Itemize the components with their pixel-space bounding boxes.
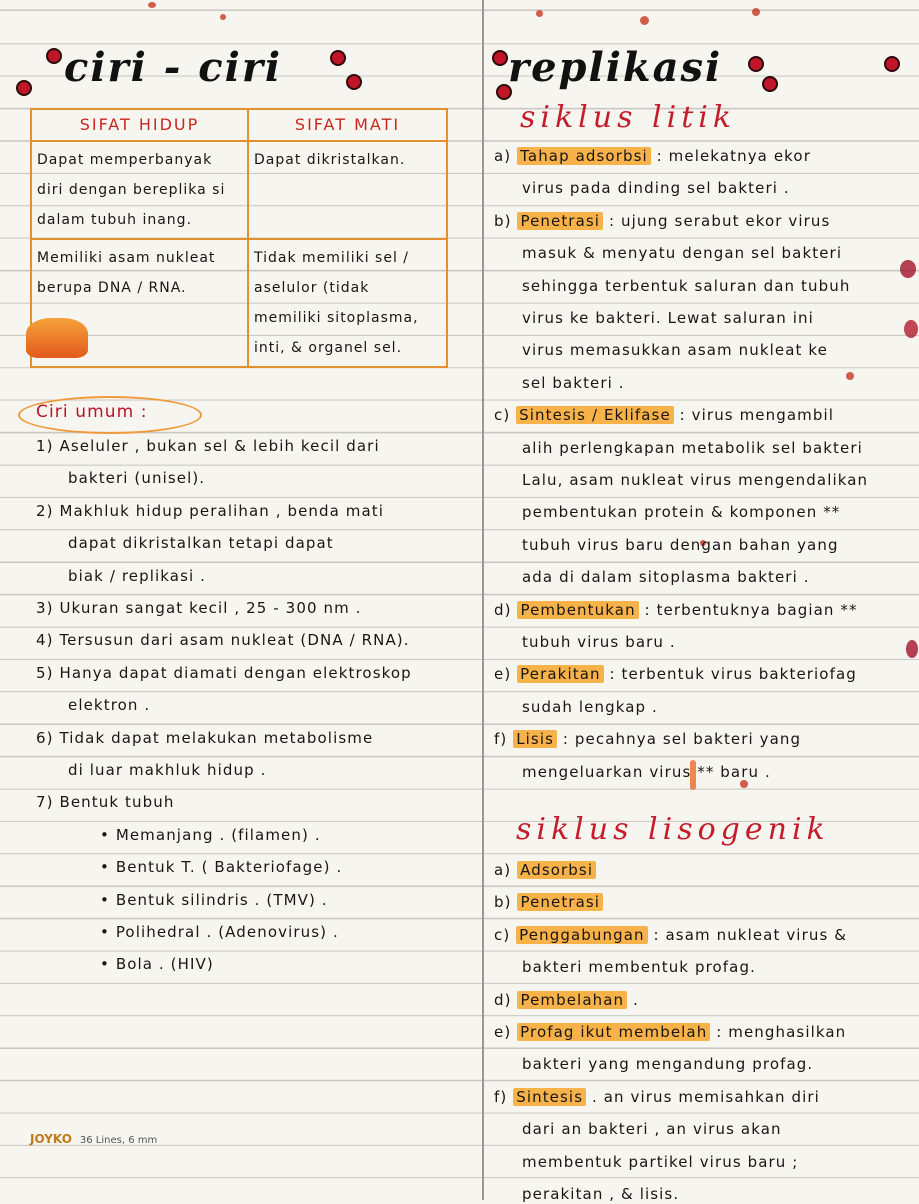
- item-marker: d): [494, 990, 518, 1009]
- highlighted-term: Lisis: [513, 730, 557, 748]
- list-line: • Bentuk silindris . (TMV) .: [100, 890, 328, 909]
- item-marker: b): [494, 211, 518, 230]
- decorative-dot: [762, 76, 778, 92]
- list-line: dapat dikristalkan tetapi dapat: [68, 534, 334, 553]
- decorative-dot: [492, 50, 508, 66]
- list-line: 3) Ukuran sangat kecil , 25 - 300 nm .: [36, 599, 362, 617]
- line-text: mengeluarkan virus ** baru .: [522, 762, 771, 781]
- line-text: pembentukan protein & komponen **: [522, 503, 841, 522]
- list-line: [494, 990, 639, 1010]
- list-line: [522, 308, 814, 328]
- list-line: [494, 925, 847, 945]
- list-line: 2) Makhluk hidup peralihan , benda mati: [36, 501, 385, 520]
- list-line: [494, 146, 811, 166]
- list-line: [522, 762, 771, 782]
- list-line: [494, 1087, 820, 1107]
- line-text: alih perlengkapan metabolik sel bakteri: [522, 438, 863, 457]
- line-text: tubuh virus baru dengan bahan yang: [522, 535, 839, 554]
- list-line: [522, 957, 756, 977]
- item-marker: a): [494, 147, 518, 165]
- line-text: sehingga terbentuk saluran dan tubuh: [522, 276, 851, 295]
- sifat-table: [30, 108, 448, 368]
- decorative-dot: [46, 48, 62, 64]
- header-sifat-mati: SIFAT MATI: [248, 109, 447, 141]
- line-text: ada di dalam sitoplasma bakteri .: [522, 568, 810, 587]
- item-marker: e): [494, 665, 518, 684]
- line-text: : melekatnya ekor: [656, 147, 811, 165]
- list-line: 4) Tersusun dari asam nukleat (DNA / RNA).: [36, 631, 410, 650]
- highlighted-term: Sintesis / Eklifase: [516, 406, 674, 424]
- list-line: di luar makhluk hidup .: [68, 761, 267, 779]
- highlighted-term: Adsorbsi: [517, 861, 596, 879]
- line-text: : asam nukleat virus &: [653, 925, 848, 944]
- line-text: masuk & menyatu dengan sel bakteri: [522, 244, 843, 263]
- ciri-umum-title: Ciri umum :: [36, 402, 148, 422]
- item-marker: b): [494, 893, 518, 912]
- decorative-dot: [346, 74, 362, 90]
- line-text: : menghasilkan: [716, 1023, 847, 1041]
- item-marker: f): [494, 730, 514, 749]
- fire-doodle: [26, 318, 88, 358]
- list-line: [522, 470, 868, 490]
- line-text: bakteri membentuk profag.: [522, 958, 756, 977]
- line-text: virus pada dinding sel bakteri .: [522, 179, 790, 198]
- line-text: : terbentuknya bagian **: [644, 600, 858, 619]
- line-text: perakitan , & lisis.: [522, 1185, 680, 1203]
- highlighted-term: Profag ikut membelah: [517, 1023, 710, 1041]
- list-line: elektron .: [68, 696, 151, 715]
- line-text: sel bakteri .: [522, 373, 625, 392]
- list-line: • Bentuk T. ( Bakteriofage) .: [100, 858, 343, 877]
- table-cell: Memiliki asam nukleat berupa DNA / RNA.: [31, 239, 248, 367]
- decorative-dot: [16, 80, 32, 96]
- list-line: 6) Tidak dapat melakukan metabolisme: [36, 728, 374, 747]
- page-spine: [482, 0, 484, 1200]
- highlighted-term: Penetrasi: [517, 893, 603, 911]
- list-line: [494, 405, 834, 425]
- decorative-dot: [330, 50, 346, 66]
- highlighted-term: Pembentukan: [517, 601, 638, 619]
- list-line: [522, 276, 850, 296]
- highlighted-term: Tahap adsorbsi: [517, 147, 651, 165]
- highlighted-term: Sintesis: [513, 1088, 586, 1106]
- item-marker: c): [494, 406, 517, 425]
- list-line: 7) Bentuk tubuh: [36, 793, 175, 812]
- item-marker: c): [494, 925, 517, 944]
- list-line: [522, 178, 790, 198]
- item-marker: a): [494, 861, 518, 879]
- highlighted-term: Perakitan: [517, 665, 603, 683]
- line-text: : pecahnya sel bakteri yang: [562, 730, 802, 749]
- list-line: [494, 600, 858, 620]
- highlighted-term: Penggabungan: [516, 926, 647, 944]
- list-line: bakteri (unisel).: [68, 469, 206, 488]
- list-line: biak / replikasi .: [68, 566, 207, 585]
- list-line: [522, 697, 658, 717]
- list-line: [522, 243, 842, 263]
- highlighted-term: Pembelahan: [517, 991, 627, 1009]
- list-line: [494, 211, 830, 231]
- table-cell: Dapat dikristalkan.: [248, 141, 447, 239]
- list-line: • Bola . (HIV): [100, 955, 214, 974]
- list-line: [522, 535, 839, 555]
- line-text: : terbentuk virus bakteriofag: [609, 665, 857, 684]
- line-text: virus ke bakteri. Lewat saluran ini: [522, 309, 814, 327]
- list-line: [494, 860, 596, 880]
- list-line: [522, 373, 625, 393]
- list-line: [522, 1119, 782, 1139]
- list-line: [522, 632, 676, 652]
- siklus-litik-title: siklus litik: [520, 100, 737, 135]
- list-line: [522, 1152, 798, 1172]
- line-text: virus memasukkan asam nukleat ke: [522, 341, 828, 360]
- decorative-dot: [884, 56, 900, 72]
- list-line: [522, 502, 840, 522]
- line-text: .: [633, 990, 639, 1009]
- list-line: [494, 892, 603, 912]
- list-line: 1) Aseluler , bukan sel & lebih kecil dari: [36, 437, 380, 455]
- list-line: [494, 1022, 846, 1042]
- right-page-title: replikasi: [508, 44, 723, 91]
- line-text: membentuk partikel virus baru ;: [522, 1152, 799, 1171]
- list-line: 5) Hanya dapat diamati dengan elektroskop: [36, 663, 412, 682]
- line-text: sudah lengkap .: [522, 697, 658, 716]
- left-page-title: ciri - ciri: [64, 44, 283, 91]
- list-line: [522, 1184, 679, 1204]
- list-line: [522, 567, 810, 587]
- list-line: • Polihedral . (Adenovirus) .: [100, 923, 339, 941]
- footer-sub: 36 Lines, 6 mm: [79, 1135, 158, 1146]
- list-line: [522, 438, 863, 458]
- list-line: • Memanjang . (filamen) .: [100, 825, 321, 844]
- brand-logo: JOYKO: [30, 1132, 72, 1146]
- decorative-dot: [748, 56, 764, 72]
- list-line: [522, 340, 828, 360]
- item-marker: d): [494, 600, 518, 619]
- list-line: [522, 1054, 813, 1074]
- line-text: bakteri yang mengandung profag.: [522, 1055, 814, 1074]
- line-text: : ujung serabut ekor virus: [608, 211, 831, 230]
- header-sifat-hidup: SIFAT HIDUP: [31, 109, 248, 141]
- line-text: . an virus memisahkan diri: [591, 1087, 820, 1106]
- table-cell: Tidak memiliki sel / aselulor (tidak memiliki sitoplasma, inti, & organel sel.: [248, 239, 447, 367]
- list-line: [494, 664, 857, 684]
- line-text: : virus mengambil: [679, 406, 835, 425]
- line-text: dari an bakteri , an virus akan: [522, 1120, 782, 1139]
- footer: [30, 1132, 157, 1146]
- highlighted-term: Penetrasi: [517, 212, 603, 230]
- siklus-lisogenik-title: siklus lisogenik: [516, 812, 830, 847]
- table-cell: Dapat memperbanyak diri dengan bereplika si dalam tubuh inang.: [31, 141, 248, 239]
- list-line: [494, 729, 801, 749]
- item-marker: f): [494, 1087, 514, 1106]
- line-text: Lalu, asam nukleat virus mengendalikan: [522, 471, 869, 489]
- line-text: tubuh virus baru .: [522, 633, 676, 651]
- item-marker: e): [494, 1023, 518, 1041]
